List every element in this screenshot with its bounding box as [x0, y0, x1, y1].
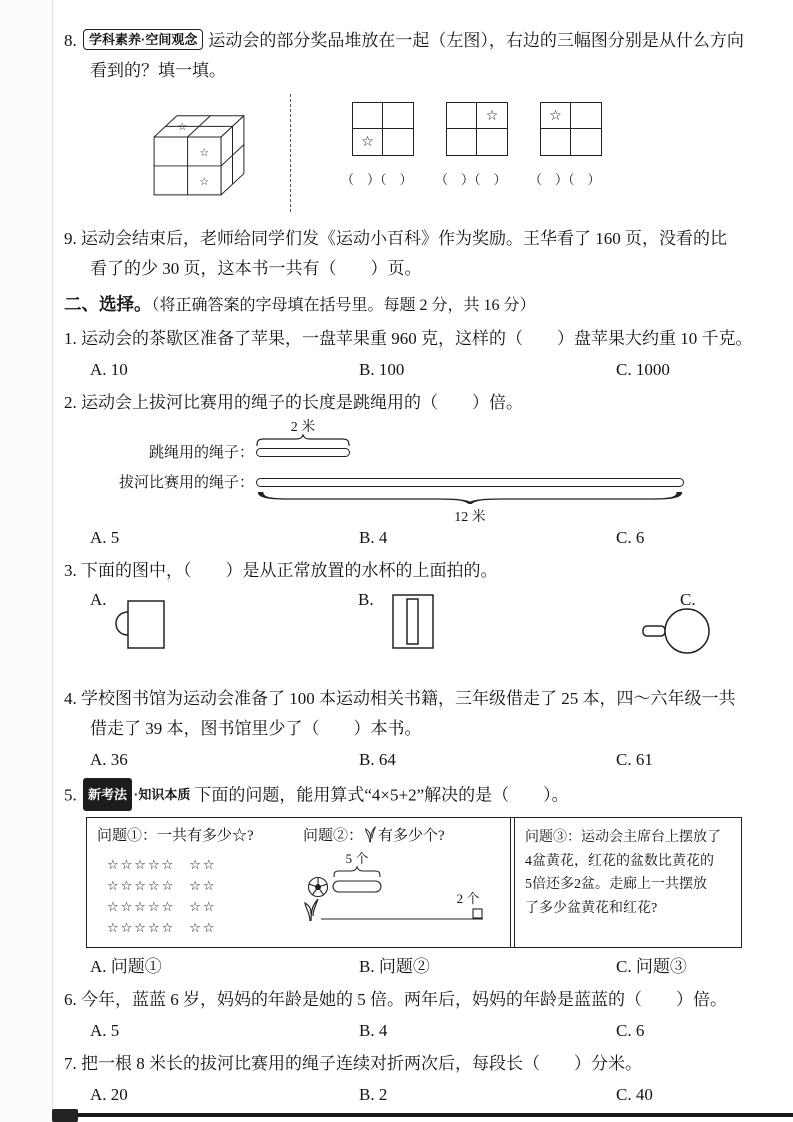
view-option-2	[435, 102, 508, 188]
view-option-3	[529, 102, 602, 188]
question8-figure	[64, 94, 764, 218]
problem-2-panel	[297, 818, 511, 947]
options-row-q5	[64, 952, 764, 982]
grid-cell	[571, 103, 601, 129]
grid-cell	[477, 129, 507, 155]
grid-cell	[447, 103, 477, 129]
option-b: B. 100	[359, 360, 405, 379]
problem-1-panel	[87, 818, 297, 947]
star-icon: ☆	[199, 174, 210, 188]
section-note: （将正确答案的字母填在括号里。每题 2 分，共 16 分）	[151, 297, 536, 314]
view-grid-1	[352, 102, 414, 156]
question-text-line1: 运动会的部分奖品堆放在一起（左图），右边的三幅图分别是从什么方向	[208, 31, 744, 50]
question-text-line2: 借走了 39 本，图书馆里少了（ ）本书。	[90, 719, 422, 738]
option-a: A. 10	[90, 360, 128, 379]
question-6	[64, 985, 764, 1015]
star-row	[107, 918, 295, 939]
label-b: B.	[358, 590, 374, 609]
problem-3-line: 4盆黄花，红花的盆数比黄花的	[525, 853, 714, 869]
star-group-2: ☆☆	[189, 921, 217, 936]
problem-3-line: 5倍还多2盆。走廊上一共摆放	[525, 877, 707, 892]
view-grid-2	[446, 102, 508, 156]
question-3	[64, 556, 764, 586]
question-number: 8.	[64, 31, 77, 50]
star-array	[97, 855, 295, 939]
option-c: C. 40	[616, 1085, 653, 1104]
view-grid-3	[540, 102, 602, 156]
star-group-5: ☆☆☆☆☆	[107, 858, 176, 873]
question-1	[64, 324, 764, 354]
section-number: 二、	[64, 294, 99, 314]
problem-2-title	[303, 825, 506, 847]
star-group-2: ☆☆	[189, 858, 217, 873]
option-b: B. 4	[359, 1021, 388, 1040]
problem-3-line: 问题③：运动会主席台上摆放了	[525, 830, 721, 845]
option-c: C. 61	[616, 750, 653, 769]
question-5	[64, 778, 764, 811]
two-count-label: 2 个	[456, 891, 480, 906]
grid-cell: ☆	[353, 129, 383, 155]
star-group-2: ☆☆	[189, 879, 217, 894]
question-7	[64, 1049, 764, 1079]
problem-2-prefix: 问题②：	[303, 828, 364, 844]
option-a: A. 问题①	[90, 957, 162, 976]
star-row	[107, 855, 295, 876]
star-row	[107, 876, 295, 897]
answer-blanks: （ ）（ ）	[529, 172, 601, 187]
long-rope-label: 拔河比赛用的绳子：	[118, 475, 254, 491]
question-text-line2: 看了的少 30 页，这本书一共有（ ）页。	[90, 259, 422, 278]
question-number: 9.	[64, 229, 77, 248]
new-method-badge	[83, 778, 190, 811]
option-c: C. 6	[616, 528, 645, 547]
length-12m-label: 12 米	[454, 510, 486, 525]
grid-cell	[383, 103, 413, 129]
star-row	[107, 897, 295, 918]
rope-diagram	[64, 420, 764, 525]
section-header	[64, 288, 764, 322]
question-9	[64, 224, 764, 284]
question-text: 3. 下面的图中，（ ）是从正常放置的水杯的上面拍的。	[64, 561, 498, 580]
option-a: A. 5	[90, 528, 120, 547]
question-text: 7. 把一根 8 米长的拔河比赛用的绳子连续对折两次后，每段长（ ）分米。	[64, 1054, 642, 1073]
grid-cell	[383, 129, 413, 155]
segment-capsule	[333, 881, 381, 892]
star-icon: ☆	[177, 120, 188, 134]
star-icon: ☆	[199, 146, 210, 160]
option-a: A. 20	[90, 1085, 128, 1104]
end-square	[473, 909, 482, 918]
short-rope	[256, 448, 350, 457]
problem-2-suffix: 有多少个?	[378, 828, 445, 844]
star-group-5: ☆☆☆☆☆	[107, 921, 176, 936]
question-2	[64, 388, 764, 418]
option-b: B. 2	[359, 1085, 388, 1104]
question-text: 下面的问题，能用算式“4×5+2”解决的是（ ）。	[194, 785, 569, 805]
option-c: C. 问题③	[616, 957, 687, 976]
option-b: B. 问题②	[359, 957, 430, 976]
question-text-line1: 运动会结束后，老师给同学们发《运动小百科》作为奖励。王华看了 160 页，没看的比	[81, 229, 727, 248]
label-c: C.	[680, 590, 696, 609]
question-text: 2. 运动会上拔河比赛用的绳子的长度是跳绳用的（ ）倍。	[64, 393, 523, 412]
cup-views-figure	[64, 590, 764, 682]
option-b: B. 64	[359, 750, 396, 769]
options-row-q6	[64, 1016, 764, 1046]
brace-icon	[256, 434, 350, 446]
length-2m-label: 2 米	[290, 420, 316, 435]
view-option-1	[341, 102, 414, 188]
scan-edge-left	[0, 0, 53, 1122]
option-c: C. 6	[616, 1021, 645, 1040]
star-group-5: ☆☆☆☆☆	[107, 900, 176, 915]
problem-1-title: 问题①：一共有多少☆?	[97, 828, 254, 844]
question-4	[64, 684, 764, 744]
view-options-group	[341, 102, 602, 188]
page-content	[64, 26, 764, 1113]
dashed-divider	[290, 94, 291, 212]
question-number: 5.	[64, 785, 77, 805]
question-text-line1: 4. 学校图书馆为运动会准备了 100 本运动相关书籍，三年级借走了 25 本，四～六年级一共	[64, 689, 736, 708]
sprout-icon	[364, 826, 377, 843]
five-count-label: 5 个	[345, 851, 369, 866]
options-row-q7	[64, 1080, 764, 1110]
question-8	[64, 26, 764, 86]
option-a: A. 5	[90, 1021, 120, 1040]
problem-3-line: 了多少盆黄花和红花?	[525, 900, 658, 916]
soccer-ball-icon	[309, 878, 328, 897]
answer-blanks: （ ）（ ）	[435, 172, 507, 187]
cube-prizes-figure	[148, 98, 250, 208]
question-text-line2: 看到的？填一填。	[90, 61, 226, 80]
section-title: 选择。	[99, 294, 152, 314]
badge-light-segment: ·知识本质	[134, 786, 191, 802]
star-group-5: ☆☆☆☆☆	[107, 879, 176, 894]
grid-cell	[571, 129, 601, 155]
scan-edge-bottom	[52, 1113, 793, 1117]
badge-dark-segment: 新考法	[83, 778, 132, 811]
grid-cell: ☆	[477, 103, 507, 129]
mug-side-icon	[108, 596, 168, 654]
brace-icon	[334, 867, 380, 877]
grid-cell	[353, 103, 383, 129]
star-group-2: ☆☆	[189, 900, 217, 915]
scan-edge-corner	[52, 1109, 78, 1122]
brace-icon	[256, 492, 684, 504]
option-c: C. 1000	[616, 360, 670, 379]
long-rope	[256, 478, 684, 487]
options-row-q2	[64, 523, 764, 553]
topic-badge: 学科素养·空间观念	[83, 29, 203, 50]
answer-blanks: （ ）（ ）	[341, 172, 413, 187]
question-text: 1. 运动会的茶歇区准备了苹果，一盘苹果重 960 克，这样的（ ）盘苹果大约重 10 千克。	[64, 329, 753, 348]
problem-3-panel	[514, 818, 741, 947]
segment-diagram	[303, 851, 495, 927]
question-text: 6. 今年，蓝蓝 6 岁，妈妈的年龄是她的 5 倍。两年后，妈妈的年龄是蓝蓝的（ ）倍。	[64, 990, 727, 1009]
label-a: A.	[90, 590, 107, 609]
cup-top-icon	[640, 606, 716, 658]
grid-cell: ☆	[541, 103, 571, 129]
cup-front-icon	[390, 592, 436, 652]
grid-cell	[541, 129, 571, 155]
problems-box	[86, 817, 742, 948]
short-rope-label: 跳绳用的绳子：	[148, 445, 254, 461]
options-row-q1	[64, 355, 764, 385]
grid-cell	[447, 129, 477, 155]
option-a: A. 36	[90, 750, 128, 769]
sprout-icon	[305, 899, 318, 921]
options-row-q4	[64, 745, 764, 775]
option-b: B. 4	[359, 528, 388, 547]
